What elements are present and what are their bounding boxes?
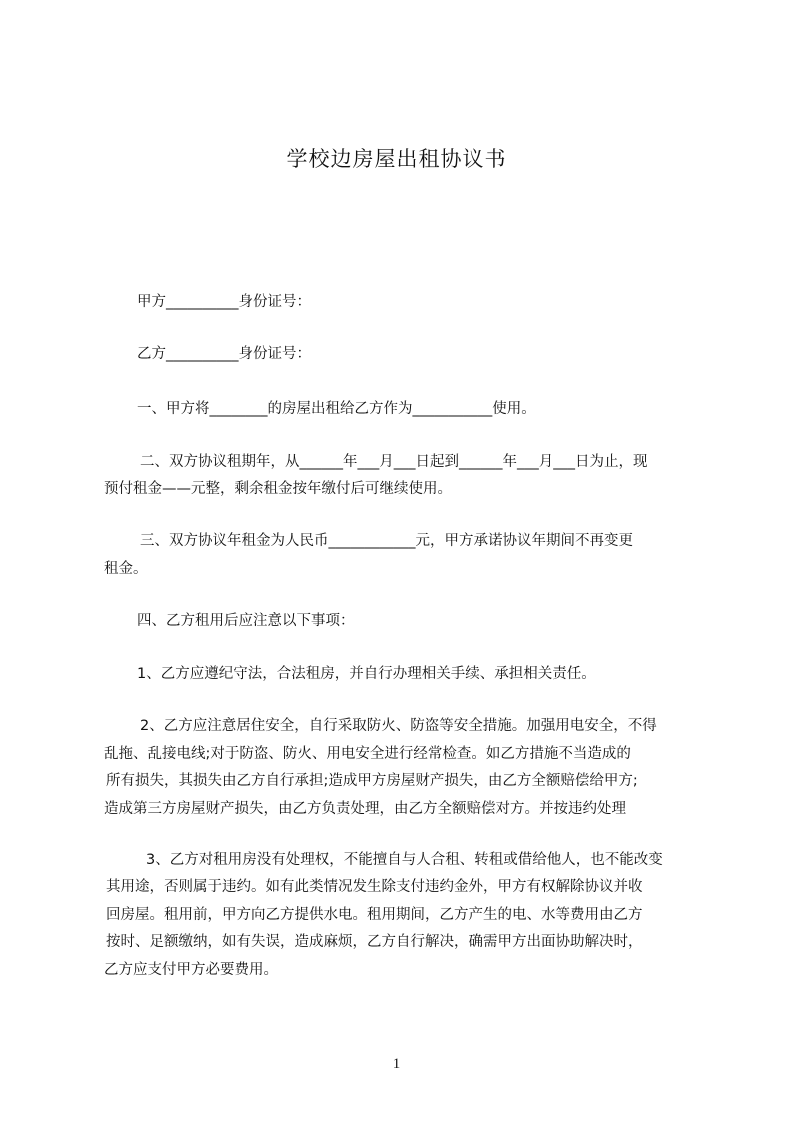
item-2-line-3: 所有损失，其损失由乙方自行承担;造成甲方房屋财产损失，由乙方全额赔偿给甲方; (106, 773, 638, 789)
document-title: 学校边房屋出租协议书 (286, 147, 507, 171)
item-3-line-5: 乙方应支付甲方必要费用。 (104, 962, 278, 978)
party-a-line: 甲方__________身份证号： (137, 294, 311, 310)
item-3-line-1: 3、乙方对租用房没有处理权，不能擅自与人合租、转租或借给他人，也不能改变 (146, 852, 663, 868)
clause-3-line-1: 三、双方协议年租金为人民币____________元，甲方承诺协议年期间不再变更 (140, 533, 633, 549)
item-2-line-2: 乱拖、乱接电线;对于防盗、防火、用电安全进行经常检查。如乙方措施不当造成的 (104, 746, 631, 762)
clause-2-line-2: 预付租金——元整，剩余租金按年缴付后可继续使用。 (104, 481, 452, 497)
party-b-line: 乙方__________身份证号： (137, 346, 311, 362)
clause-4-heading: 四、乙方租用后应注意以下事项： (137, 613, 355, 629)
item-1: 1、乙方应遵纪守法，合法租房，并自行办理相关手续、承担相关责任。 (137, 666, 596, 682)
item-2-line-4: 造成第三方房屋财产损失，由乙方负责处理，由乙方全额赔偿对方。并按违约处理 (104, 801, 626, 817)
item-2-line-1: 2、乙方应注意居住安全，自行采取防火、防盗等安全措施。加强用电安全，不得 (140, 718, 657, 734)
page-number: 1 (392, 1056, 401, 1072)
item-3-line-2: 其用途，否则属于违约。如有此类情况发生除支付违约金外，甲方有权解除协议并收 (106, 879, 643, 895)
clause-1: 一、甲方将________的房屋出租给乙方作为___________使用。 (137, 401, 536, 417)
clause-2-line-1: 二、双方协议租期年，从______年___月___日起到______年___月___日为止，现 (140, 454, 648, 470)
item-3-line-4: 按时、足额缴纳，如有失误，造成麻烦，乙方自行解决，确需甲方出面协助解决时， (106, 934, 643, 950)
item-3-line-3: 回房屋。租用前，甲方向乙方提供水电。租用期间，乙方产生的电、水等费用由乙方 (106, 907, 643, 923)
clause-3-line-2: 租金。 (104, 561, 148, 577)
